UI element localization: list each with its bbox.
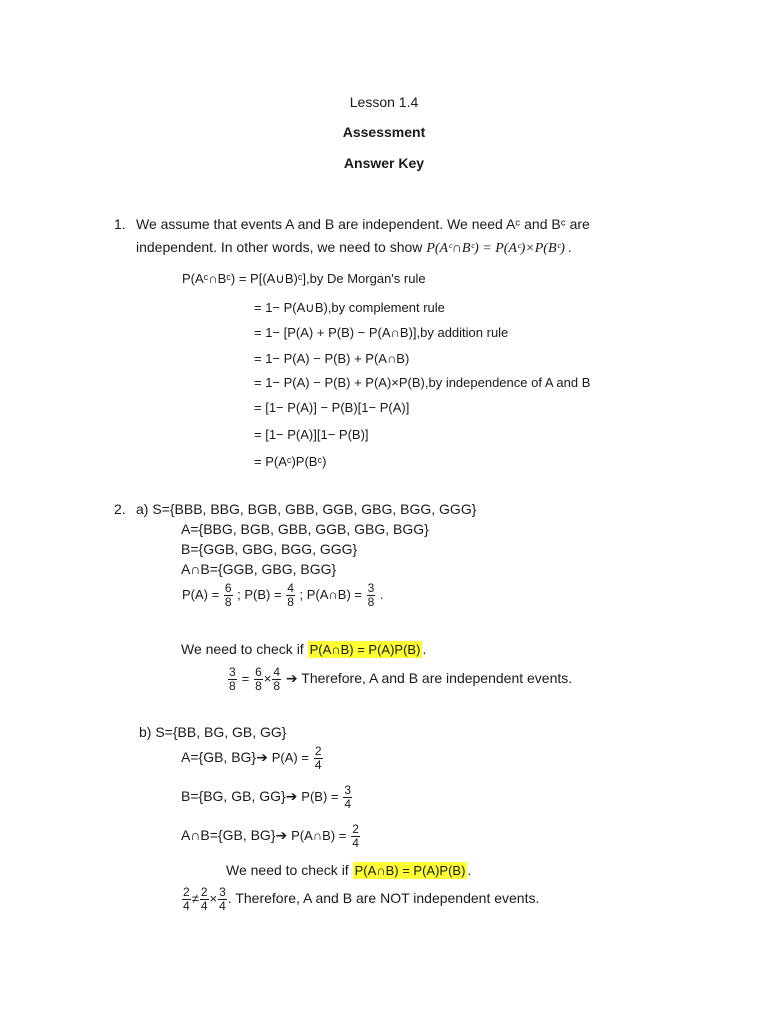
q2b-ne-f3-num: 3 xyxy=(219,885,226,899)
q2a-pab-label: ; P(A∩B) = xyxy=(299,586,362,602)
q2a-pa-label: P(A) = xyxy=(182,586,220,602)
q2a-eq-f1-num: 3 xyxy=(229,665,236,679)
q2a-probabilities xyxy=(182,582,384,609)
q2a-equality-line xyxy=(227,666,572,693)
q2a-times-sign: × xyxy=(263,671,272,687)
q1-step-5: = [1− P(A)] − P(B)[1− P(A)] xyxy=(254,400,410,415)
q2b-pb-fraction xyxy=(343,784,352,811)
q2a-pb-den: 8 xyxy=(287,595,294,609)
q2b-set-b-line xyxy=(181,784,353,811)
q1-step-0: P(Aᶜ∩Bᶜ) = P[(A∪B)ᶜ],by De Morgan's rule xyxy=(182,271,426,286)
q2b-pab-fraction xyxy=(351,823,360,850)
q2a-eq-f1-den: 8 xyxy=(229,679,236,693)
q2a-set-ab: A∩B={GGB, GBG, BGG} xyxy=(181,561,337,577)
q2b-set-a: A={GB, BG}➔ xyxy=(181,749,268,766)
q1-step-4: = 1− P(A) − P(B) + P(A)×P(B),by independence of A and B xyxy=(254,375,591,390)
q2a-eq-f3-num: 4 xyxy=(273,665,281,679)
q2a-pab-num: 3 xyxy=(367,581,375,595)
q2b-pb-num: 3 xyxy=(344,783,352,797)
q2a-eq-f2-den: 8 xyxy=(255,679,262,693)
q1-goal-formula: P(Aᶜ∩Bᶜ) = P(Aᶜ)×P(Bᶜ) . xyxy=(426,241,572,256)
q1-intro-line1: We assume that events A and B are independent. We need Aᶜ and Bᶜ are xyxy=(136,216,590,232)
q2b-ne-f1-num: 2 xyxy=(183,885,190,899)
q2a-conclusion: ➔ Therefore, A and B are independent events. xyxy=(285,670,573,687)
assessment-heading: Assessment xyxy=(342,124,426,140)
q2a-set-a: A={BBG, BGB, GBB, GGB, GBG, BGG} xyxy=(181,521,429,537)
q2b-conclusion: . Therefore, A and B are NOT independent events. xyxy=(227,890,540,907)
q2b-inequality-line xyxy=(181,886,539,913)
q2b-ne-f1-den: 4 xyxy=(183,899,190,913)
q2b-ne-fraction-1 xyxy=(182,886,191,913)
q2b-pa-num: 2 xyxy=(314,744,322,758)
q2b-sample-space: b) S={BB, BG, GB, GG} xyxy=(139,724,287,740)
q1-step-1: = 1− P(A∪B),by complement rule xyxy=(254,300,445,315)
q1-step-2: = 1− [P(A) + P(B) − P(A∩B)],by addition rule xyxy=(254,325,509,340)
q1-step-3: = 1− P(A) − P(B) + P(A∩B) xyxy=(254,351,410,366)
q2b-pa-fraction xyxy=(314,745,323,772)
q2b-check-formula: P(A∩B) = P(A)P(B) xyxy=(354,863,466,878)
q2b-set-ab: A∩B={GB, BG}➔ xyxy=(181,827,288,844)
q1-step-6: = [1− P(A)][1− P(B)] xyxy=(254,427,369,442)
q2b-ne-f3-den: 4 xyxy=(219,899,226,913)
q2b-check-dot: . xyxy=(467,862,472,878)
lesson-title: Lesson 1.4 xyxy=(349,94,419,110)
q2b-pab-label: P(A∩B) = xyxy=(291,828,347,844)
q2a-pa-den: 8 xyxy=(224,595,232,609)
q2b-ne-fraction-3 xyxy=(218,886,227,913)
q2a-set-b: B={GGB, GBG, BGG, GGG} xyxy=(181,541,358,557)
q1-intro-line2-text: independent. In other words, we need to show xyxy=(136,239,423,255)
q2b-check-text: We need to check if xyxy=(226,862,349,878)
q2b-ne-f2-num: 2 xyxy=(200,885,208,899)
q2b-pb-den: 4 xyxy=(344,797,352,811)
q2a-pa-num: 6 xyxy=(224,581,232,595)
q2a-eq-fraction-1 xyxy=(228,666,237,693)
q2b-times-sign: × xyxy=(209,891,218,907)
q2b-pa-den: 4 xyxy=(314,758,322,772)
q2b-check-line xyxy=(226,861,471,879)
q2b-pb-label: P(B) = xyxy=(301,789,339,805)
q2b-ne-sign: ≠ xyxy=(191,891,199,907)
q2b-pab-den: 4 xyxy=(352,836,359,850)
q2b-pab-num: 2 xyxy=(352,822,359,836)
q2a-pb-label: ; P(B) = xyxy=(237,586,282,602)
q2-number: 2. xyxy=(114,501,126,517)
q2a-pab-den: 8 xyxy=(367,595,375,609)
q2a-check-line xyxy=(181,640,426,658)
q2a-pb-fraction xyxy=(286,582,295,609)
q2a-eq-sign: = xyxy=(241,671,250,687)
q2a-pa-fraction xyxy=(224,582,233,609)
q2a-eq-f2-num: 6 xyxy=(255,665,262,679)
q2b-ne-f2-den: 4 xyxy=(200,899,208,913)
q1-step-7: = P(Aᶜ)P(Bᶜ) xyxy=(254,454,327,469)
q2a-check-dot: . xyxy=(422,641,427,657)
q2a-end-dot: . xyxy=(379,586,384,602)
q2a-pb-num: 4 xyxy=(287,581,294,595)
q2a-check-formula: P(A∩B) = P(A)P(B) xyxy=(309,642,421,657)
q2b-set-ab-line xyxy=(181,823,361,850)
q2b-pa-label: P(A) = xyxy=(271,750,309,766)
q2a-eq-fraction-3 xyxy=(272,666,281,693)
q1-intro-line2 xyxy=(136,238,572,258)
q2b-set-a-line xyxy=(181,745,324,772)
q2a-sample-space: a) S={BBB, BBG, BGB, GBB, GGB, GBG, BGG, GGG} xyxy=(136,501,477,517)
q1-number: 1. xyxy=(114,216,126,232)
answer-key-heading: Answer Key xyxy=(343,155,425,171)
q2b-ne-fraction-2 xyxy=(200,886,209,913)
q2a-eq-fraction-2 xyxy=(254,666,263,693)
q2a-pab-fraction xyxy=(367,582,376,609)
q2a-eq-f3-den: 8 xyxy=(273,679,281,693)
q2b-set-b: B={BG, GB, GG}➔ xyxy=(181,788,298,805)
q2a-check-text: We need to check if xyxy=(181,641,304,657)
